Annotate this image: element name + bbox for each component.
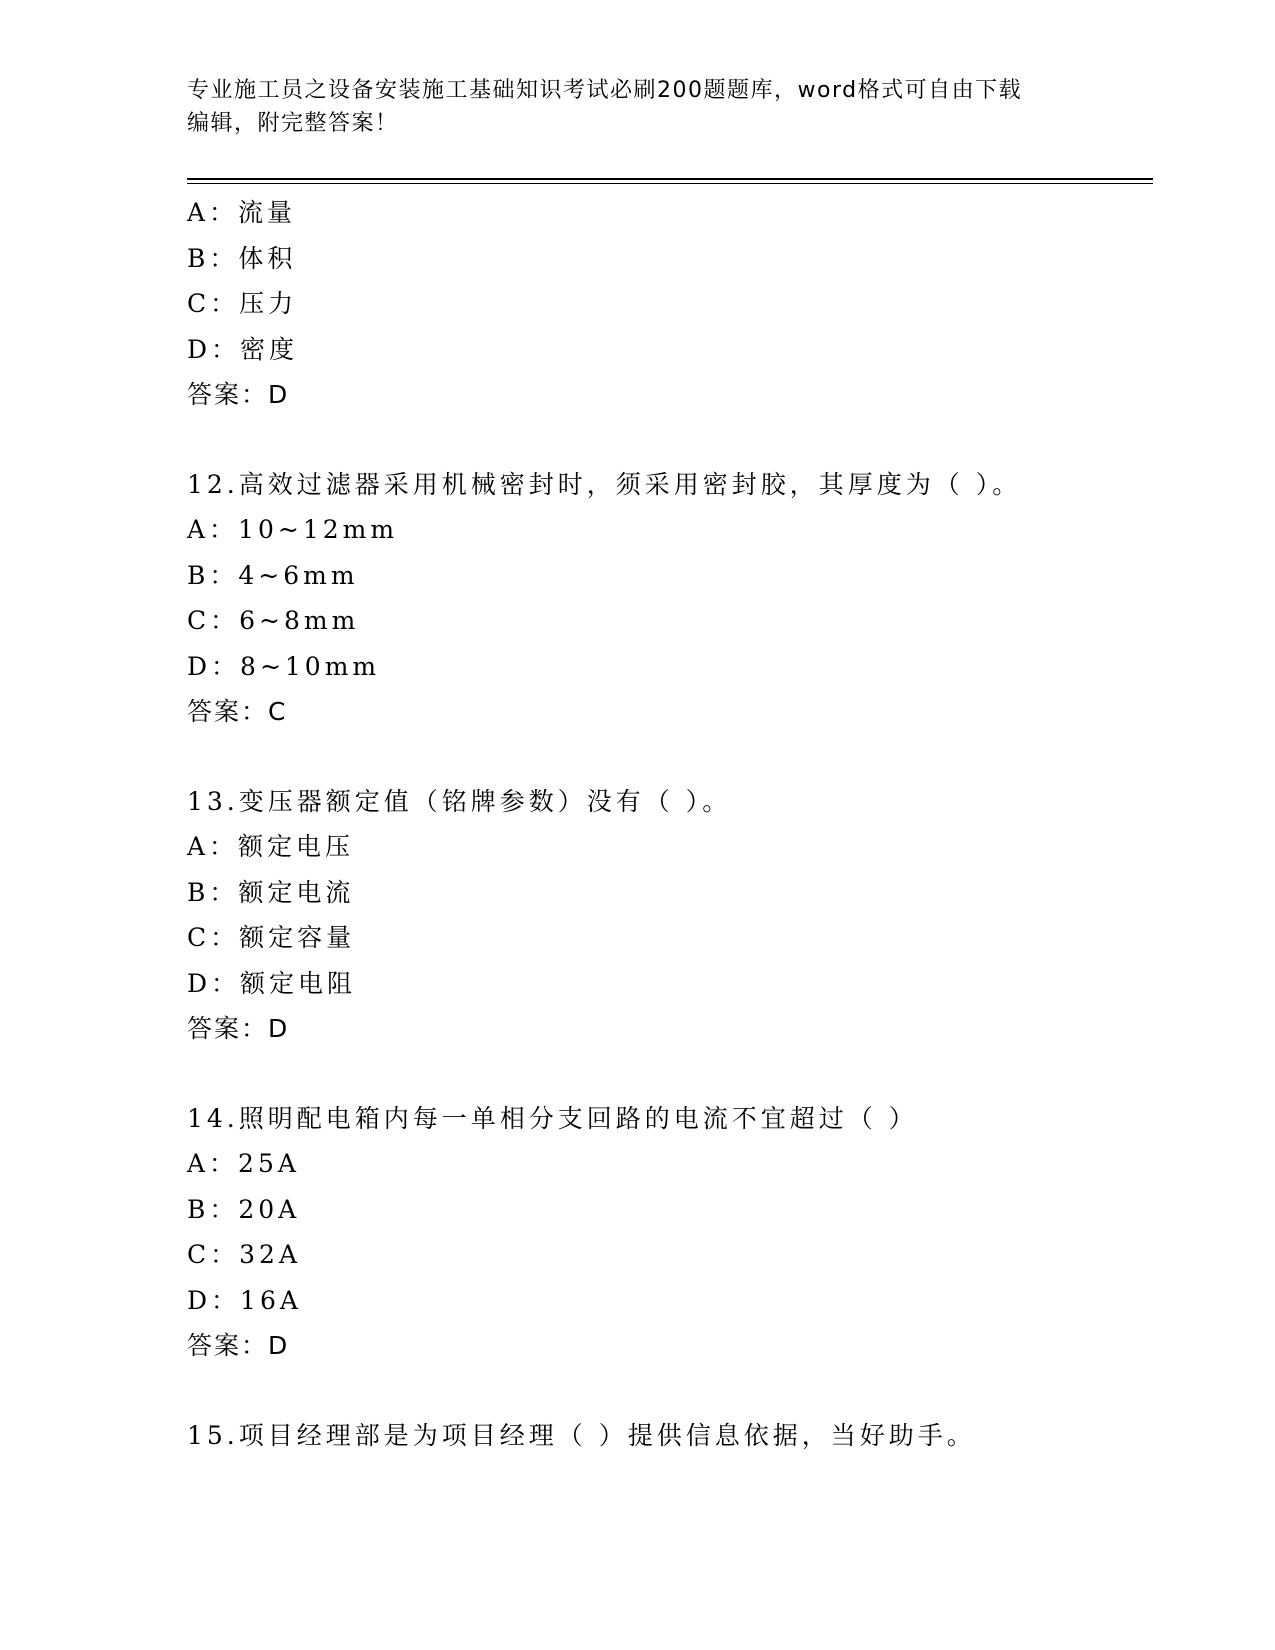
document-header [187,74,1067,140]
header-rule-thin [187,183,1153,184]
option-c: C：32A [187,1240,301,1269]
question-stem: 12.高效过滤器采用机械密封时，须采用密封胶，其厚度为（ ）。 [187,469,1022,499]
question-13 [187,779,1153,1052]
question-14 [187,1096,1153,1369]
answer: 答案：D [187,1014,290,1043]
option-a: A：10~12mm [187,515,399,544]
header-title-line-1: 专业施工员之设备安装施工基础知识考试必刷200题题库，word格式可自由下载 [187,78,1023,103]
question-list [187,190,1153,1458]
option-d: D：额定电阻 [187,968,357,998]
header-title-line-2: 编辑，附完整答案！ [187,111,399,136]
question-stem: 15.项目经理部是为项目经理（ ）提供信息依据，当好助手。 [187,1420,976,1450]
option-c: C：压力 [187,289,298,318]
question-stem: 13.变压器额定值（铭牌参数）没有（ ）。 [187,786,732,816]
option-a: A：流量 [187,198,297,227]
option-c: C：额定容量 [187,923,356,952]
option-b: B：20A [187,1194,301,1224]
option-a: A：25A [187,1149,300,1178]
question-12 [187,462,1153,735]
option-c: C：6~8mm [187,606,360,635]
option-d: D：8~10mm [187,651,381,681]
option-d: D：密度 [187,334,299,364]
answer: 答案：D [187,380,290,409]
option-b: B：4~6mm [187,560,359,590]
option-d: D：16A [187,1285,302,1315]
answer: 答案：C [187,697,288,726]
answer: 答案：D [187,1331,290,1360]
option-a: A：额定电压 [187,832,355,861]
question-11 [187,190,1153,418]
question-15 [187,1413,1153,1459]
option-b: B：体积 [187,243,297,273]
question-stem: 14.照明配电箱内每一单相分支回路的电流不宜超过（ ） [187,1103,918,1133]
option-b: B：额定电流 [187,877,355,907]
header-rule-thick [187,178,1153,180]
